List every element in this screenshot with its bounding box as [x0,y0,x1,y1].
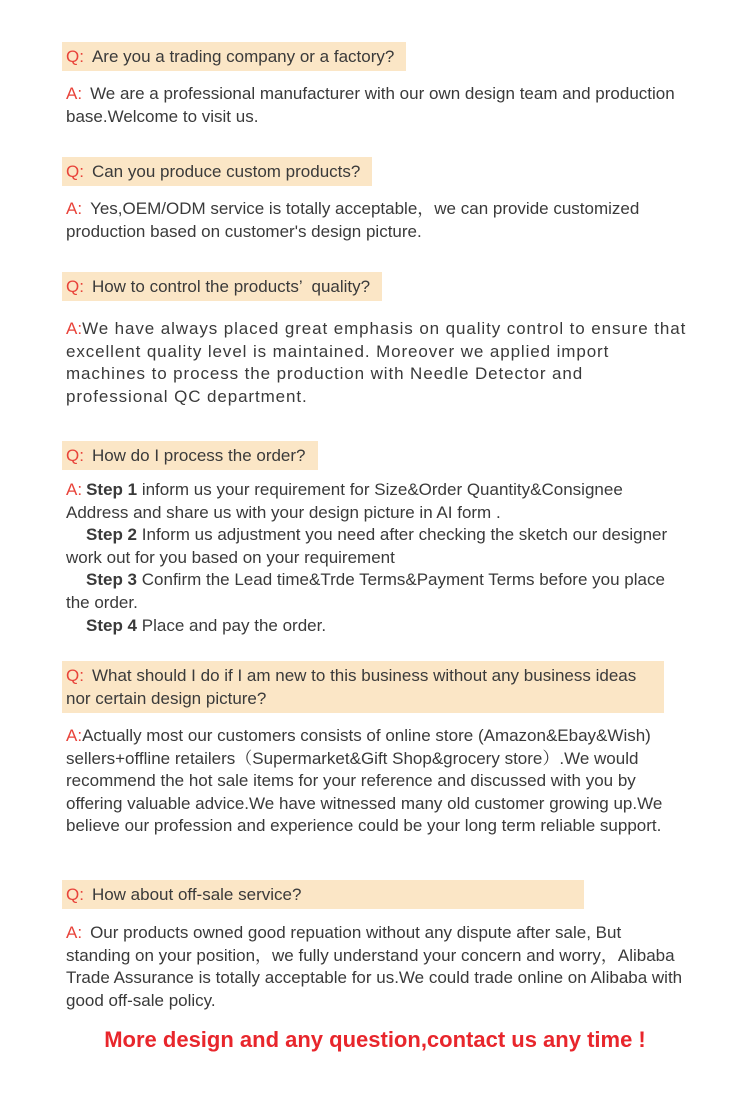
answer-block [62,318,688,408]
answer-prefix: A: [66,84,83,103]
question-prefix: Q: [66,666,84,685]
answer-text: Actually most our customers consists of online store (Amazon&Ebay&Wish) sellers+offline retailers（Supermarket&Gift Shop&grocery store）.We would recommend the hot sale items for your reference and discussed with you by offering valuable advice.We have witnessed many old customer growing up.We believe our profession and experience could be your long term reliable support. [66,726,663,836]
faq-item [62,880,688,1012]
question-prefix: Q: [66,885,84,904]
answer-block [62,479,688,637]
answer-prefix: A: [66,480,83,499]
faq-item [62,42,688,128]
faq-item [62,157,688,243]
question-box [62,272,382,301]
question-text: How do I process the order? [91,446,306,465]
step-text: Place and pay the order. [141,615,327,635]
answer-block [62,198,688,243]
answer-prefix: A: [66,199,83,218]
step-label: Step 1 [86,480,138,499]
step-1 [66,479,688,524]
question-box [62,880,584,909]
question-prefix: Q: [66,47,84,66]
faq-item [62,441,688,637]
answer-block [62,922,688,1012]
faq-item [62,272,688,408]
question-text: How to control the products’ quality? [91,277,371,296]
step-2 [66,524,688,569]
step-label: Step 4 [86,615,138,635]
answer-prefix: A: [66,726,83,745]
answer-block [62,725,688,838]
question-text: Can you produce custom products? [91,162,361,181]
step-label: Step 2 [86,525,138,545]
step-text: inform us your requirement for Size&Order Quantity&Consignee Address and share us with your design picture in AI form . [66,480,623,522]
contact-footer: More design and any question,contact us any time ! [104,1027,646,1052]
step-3 [66,569,688,614]
question-prefix: Q: [66,277,84,296]
step-text: Inform us adjustment you need after checking the sketch our designer work out for you based on your requirement [66,525,668,567]
step-label: Step 3 [86,570,138,590]
answer-text: Our products owned good repuation without any dispute after sale, But standing on your position，we fully understand your concern and worry，Alibaba Trade Assurance is totally acceptable for us.We could trade online on Alibaba with good off-sale policy. [66,923,683,1010]
question-prefix: Q: [66,446,84,465]
question-text: Are you a trading company or a factory? [91,47,395,66]
answer-text: Yes,OEM/ODM service is totally acceptable，we can provide customized production based on customer's design picture. [66,199,640,241]
question-box [62,157,372,186]
answer-prefix: A: [66,923,83,942]
answer-block [62,83,688,128]
faq-item [62,661,688,838]
step-text: Confirm the Lead time&Trde Terms&Payment Terms before you place the order. [66,570,665,612]
question-box [62,661,664,713]
step-4 [66,615,688,638]
question-prefix: Q: [66,162,84,181]
answer-text: We are a professional manufacturer with our own design team and production base.Welcome to visit us. [66,84,675,126]
question-box [62,441,318,470]
question-text: How about off-sale service? [91,885,302,904]
question-box [62,42,406,71]
answer-text: We have always placed great emphasis on quality control to ensure that excellent quality level is maintained. Moreover we applied import machines to process the production with Needle Detector and professional QC department. [66,319,687,406]
question-text: What should I do if I am new to this business without any business ideas nor certain design picture? [66,666,637,708]
answer-prefix: A: [66,319,83,338]
